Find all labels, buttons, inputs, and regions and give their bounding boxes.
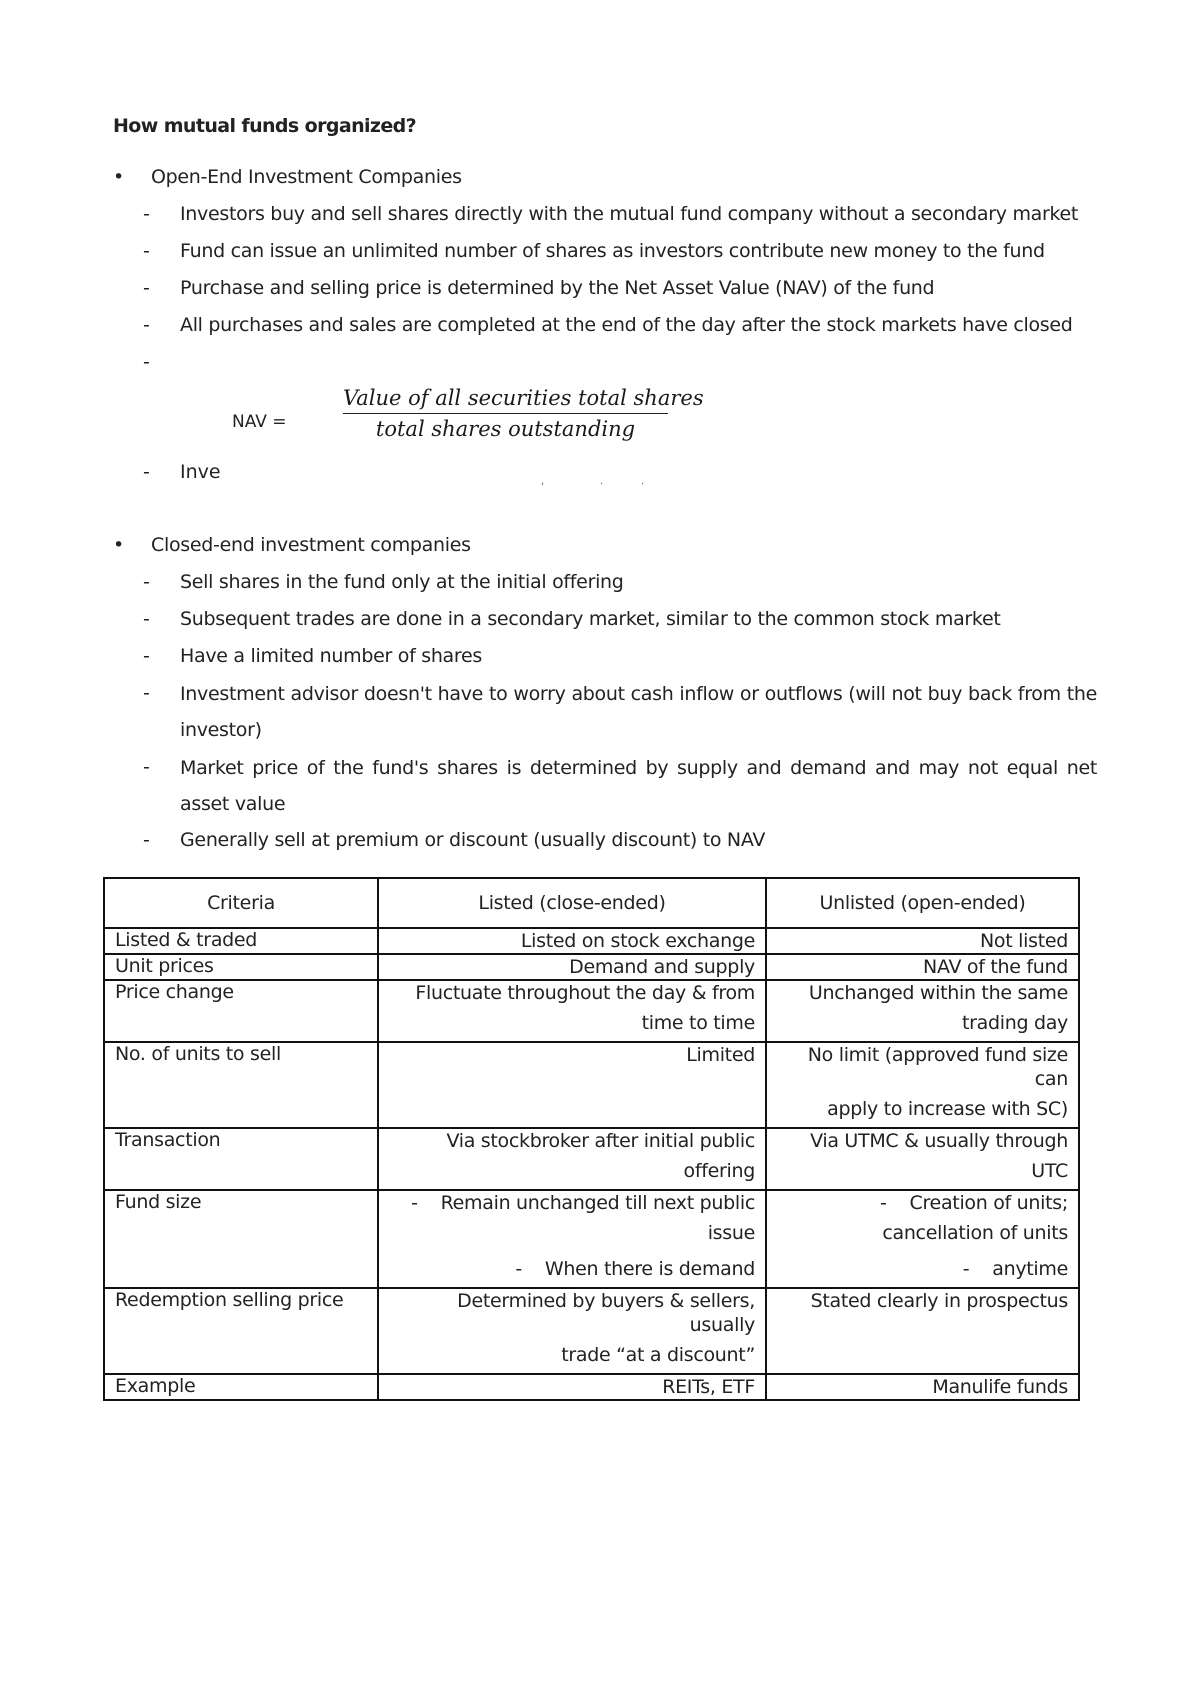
cell-line: Stated clearly in prospectus xyxy=(810,1290,1068,1312)
cell-line: cancellation of units xyxy=(882,1222,1068,1244)
specks-decoration: , xyxy=(541,476,545,487)
cell-line: Manulife funds xyxy=(932,1376,1068,1398)
table-row xyxy=(104,1042,1079,1128)
table-row xyxy=(104,928,1079,954)
cell-line: - anytime xyxy=(962,1258,1068,1280)
dash-icon: - xyxy=(143,608,150,630)
specks-decoration: . xyxy=(600,476,604,487)
dash-icon: - xyxy=(143,829,150,851)
cell-line: Not listed xyxy=(980,930,1068,952)
dash-icon: - xyxy=(143,571,150,593)
cell-line: - Creation of units; xyxy=(879,1192,1068,1214)
cell-unlisted xyxy=(766,1288,1079,1374)
dash-icon: - xyxy=(143,240,150,262)
nav-formula-label: NAV = xyxy=(232,412,287,432)
cell-line: Determined by buyers & sellers, usually xyxy=(457,1290,755,1336)
cell-criteria: Fund size xyxy=(104,1190,378,1288)
cell-criteria: Listed & traded xyxy=(104,928,378,954)
list-item-text: Investment advisor doesn't have to worry about cash inflow or outflows (will not buy back from the investor) xyxy=(180,683,1097,741)
cell-unlisted xyxy=(766,1190,1079,1288)
dash-icon: - xyxy=(143,461,150,483)
cell-line: - When there is demand xyxy=(515,1258,755,1280)
list-item-text: Generally sell at premium or discount (usually discount) to NAV xyxy=(180,829,766,851)
cell-listed xyxy=(378,980,766,1042)
cell-line: apply to increase with SC) xyxy=(827,1098,1068,1120)
header-unlisted: Unlisted (open-ended) xyxy=(766,878,1079,928)
cell-unlisted xyxy=(766,980,1079,1042)
dash-icon: - xyxy=(143,645,150,667)
cell-unlisted xyxy=(766,1042,1079,1128)
cell-listed xyxy=(378,1042,766,1128)
cell-line: Listed on stock exchange xyxy=(520,930,755,952)
dash-icon: - xyxy=(143,756,150,778)
cell-line: time to time xyxy=(641,1012,755,1034)
dash-icon: - xyxy=(143,314,150,336)
bullet-open-end xyxy=(113,166,462,188)
comparison-table xyxy=(103,877,1080,1401)
cell-listed xyxy=(378,1374,766,1400)
cell-line: Unchanged within the same xyxy=(808,982,1068,1004)
table-row xyxy=(104,980,1079,1042)
table-row xyxy=(104,1128,1079,1190)
dash-icon: - xyxy=(143,203,150,225)
cell-line: Limited xyxy=(686,1044,755,1066)
header-criteria: Criteria xyxy=(104,878,378,928)
cell-line: offering xyxy=(683,1160,755,1182)
cell-criteria: Price change xyxy=(104,980,378,1042)
cell-line: Fluctuate throughout the day & from xyxy=(415,982,755,1004)
cell-line: trade “at a discount” xyxy=(561,1344,755,1366)
bullet-closed-end xyxy=(113,534,471,556)
cell-unlisted xyxy=(766,928,1079,954)
table-row xyxy=(104,954,1079,980)
cell-unlisted xyxy=(766,1128,1079,1190)
cell-unlisted xyxy=(766,954,1079,980)
cell-line: Via UTMC & usually through xyxy=(810,1130,1068,1152)
cell-criteria: Example xyxy=(104,1374,378,1400)
truncated-item-text: Inve xyxy=(180,461,221,483)
list-item-text: Fund can issue an unlimited number of shares as investors contribute new money to the fund xyxy=(180,240,1045,262)
open-end-title: Open-End Investment Companies xyxy=(151,166,462,188)
cell-line: UTC xyxy=(1031,1160,1068,1182)
dash-icon: - xyxy=(143,277,150,299)
cell-unlisted xyxy=(766,1374,1079,1400)
formula-denominator: total shares outstanding xyxy=(375,417,636,441)
dash-icon: - xyxy=(143,682,150,704)
cell-line: Demand and supply xyxy=(569,956,755,978)
specks-decoration: . xyxy=(641,476,645,487)
bullet-dot-icon: • xyxy=(113,534,124,556)
cell-criteria: No. of units to sell xyxy=(104,1042,378,1128)
cell-line: NAV of the fund xyxy=(923,956,1068,978)
cell-criteria: Transaction xyxy=(104,1128,378,1190)
cell-criteria: Redemption selling price xyxy=(104,1288,378,1374)
table-row xyxy=(104,1190,1079,1288)
cell-listed xyxy=(378,1190,766,1288)
cell-line: Via stockbroker after initial public xyxy=(446,1130,755,1152)
list-item-text: Have a limited number of shares xyxy=(180,645,482,667)
cell-line: issue xyxy=(707,1222,755,1244)
list-item-text: Sell shares in the fund only at the initial offering xyxy=(180,571,624,593)
cell-line xyxy=(777,1313,1068,1349)
dash-icon: - xyxy=(143,351,150,373)
cell-listed xyxy=(378,1288,766,1374)
nav-formula-fraction xyxy=(343,386,704,441)
cell-line: - Remain unchanged till next public xyxy=(411,1192,755,1214)
bullet-dot-icon: • xyxy=(113,166,124,188)
table-row xyxy=(104,1374,1079,1400)
closed-end-title: Closed-end investment companies xyxy=(151,534,471,556)
header-listed: Listed (close-ended) xyxy=(378,878,766,928)
cell-listed xyxy=(378,954,766,980)
list-item-text: Market price of the fund's shares is determined by supply and demand and may not equal net asset value xyxy=(180,757,1097,815)
cell-line: trading day xyxy=(961,1012,1068,1034)
list-item-text: Purchase and selling price is determined by the Net Asset Value (NAV) of the fund xyxy=(180,277,935,299)
formula-numerator: Value of all securities total shares xyxy=(343,386,668,414)
list-item-text: Subsequent trades are done in a secondary market, similar to the common stock market xyxy=(180,608,1001,630)
cell-line: REITs, ETF xyxy=(662,1376,755,1398)
cell-line xyxy=(389,1067,755,1103)
cell-line: No limit (approved fund size can xyxy=(807,1044,1068,1090)
list-item-text: All purchases and sales are completed at the end of the day after the stock markets have closed xyxy=(180,314,1073,336)
list-item-text: Investors buy and sell shares directly with the mutual fund company without a secondary market xyxy=(180,203,1079,225)
cell-listed xyxy=(378,1128,766,1190)
table-header-row xyxy=(104,878,1079,928)
cell-listed xyxy=(378,928,766,954)
table-row xyxy=(104,1288,1079,1374)
cell-criteria: Unit prices xyxy=(104,954,378,980)
page-heading: How mutual funds organized? xyxy=(113,115,417,137)
